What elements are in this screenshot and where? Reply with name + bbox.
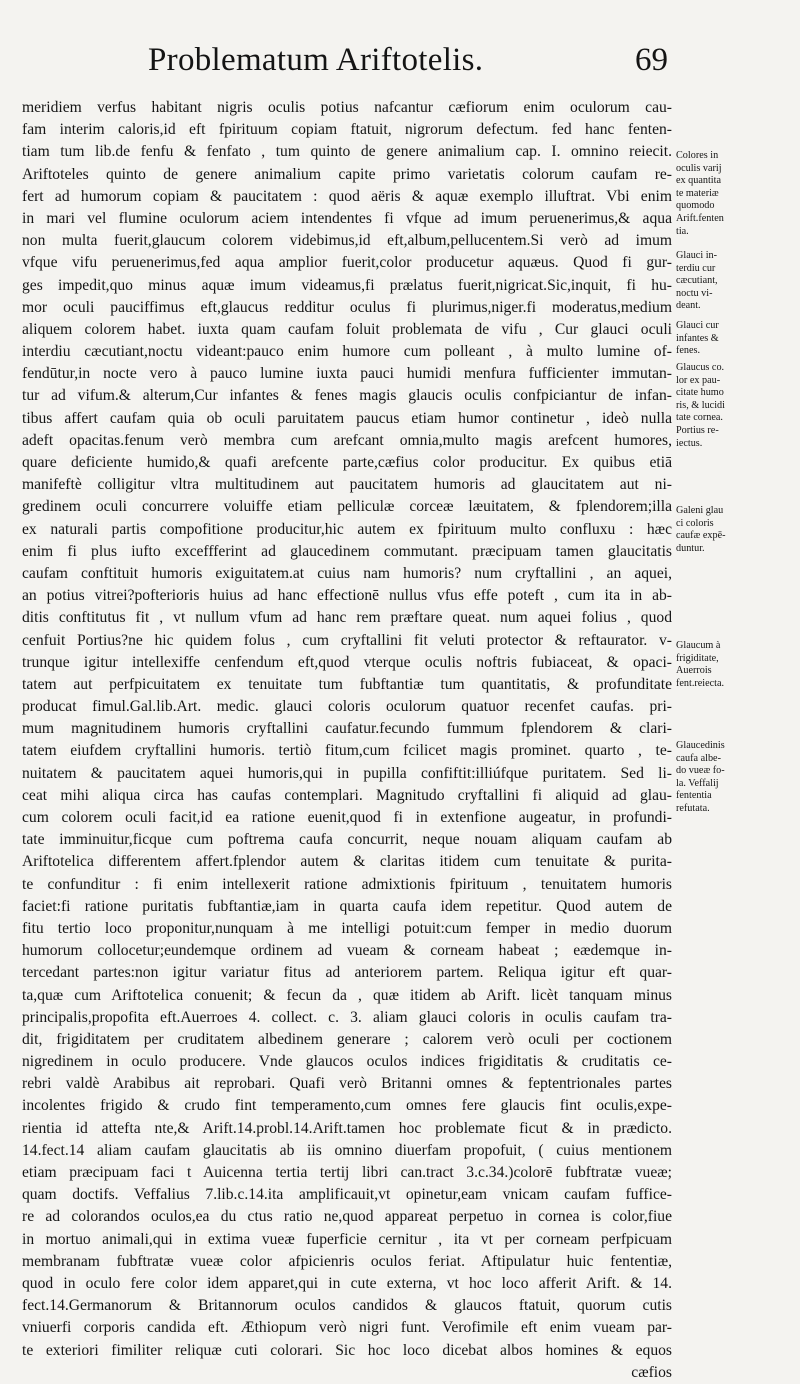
- margin-note-line: Auerrois: [676, 665, 712, 677]
- text-line: nigredinem in oculo producere. Vnde glaucos oculos indices frigiditatis & cruditatis ce-: [22, 1053, 672, 1071]
- text-line: tur ad vifum.& alterum,Cur infantes & fenes magis glaucis oculis confpiciantur de infan-: [22, 387, 672, 405]
- text-line: interdiu cæcutiant,noctu videant:pauco enim humore cum polleant , à multo lumine of-: [22, 343, 672, 361]
- text-line: 14.fect.14 aliam caufam glaucitatis ab iis omnino diuerfam propofuit, ( cuius mentionem: [22, 1141, 672, 1159]
- page-number: 69: [635, 42, 668, 78]
- text-line: fitu tertio loco proponitur,nunquam à me intelligi potuit:cum femper in medio duorum: [22, 919, 672, 937]
- text-line: humorum collocetur;eundemque ordinem ad vueam & corneam habeat ; eædemque in-: [22, 942, 672, 960]
- margin-notes: [676, 0, 798, 1346]
- margin-note: [676, 150, 798, 238]
- text-line: tibus affert caufam quia ob oculi paruitatem paucus etiam humor continetur , ideò nulla: [22, 409, 672, 427]
- margin-note-line: fententia: [676, 790, 712, 802]
- text-line: nuitatem & paucitatem aquei humoris,qui in pupilla confiftit:illiúfque puritatem. Sed li-: [22, 764, 672, 782]
- text-line: principalis,propofita eft.Auerroes 4. collect. c. 3. aliam glauci coloris in oculis caufam tra-: [22, 1008, 672, 1026]
- margin-note-line: Glaucedinis: [676, 740, 725, 751]
- margin-note-line: Glaucum à: [676, 640, 721, 651]
- text-line: an potius vitrei?pofterioris huius ad hanc effectionē nullus vfus effe poteft , cum ita in ab-: [22, 587, 672, 605]
- margin-note: [676, 250, 798, 313]
- margin-note: [676, 740, 798, 816]
- margin-note-line: lor ex pau-: [676, 374, 721, 386]
- text-line: rebri valdè Arabibus ait reprobari. Quafi verò Britanni omnes & feptentrionales partes: [22, 1075, 672, 1093]
- text-line: fam interim caloris,id eft fpirituum copiam ftatuit, nigrorum defectum. fed hanc fenten-: [22, 121, 672, 139]
- running-title: Problematum Ariftotelis.: [148, 42, 484, 78]
- catchword: cæfios: [631, 1363, 672, 1381]
- margin-note-line: te materiæ: [676, 187, 719, 199]
- text-line: quam doctifs. Veffalius 7.lib.c.14.ita amplificauit,vt opinetur,eam vnicam caufam fuffice-: [22, 1186, 672, 1204]
- margin-note-line: do vueæ fo-: [676, 765, 725, 777]
- text-line: incolentes frigido & crudo fint temperamento,cum omnes fere glaucis fint oculis,expe-: [22, 1097, 672, 1115]
- text-line: adeft opacitas.fenum verò membra cum arefcant omnia,multo magis arefcent humores,: [22, 431, 672, 449]
- running-head: [148, 42, 668, 92]
- text-line: tatem aut perfpicuitatem ex tenuitate tum fubftantiæ tum quantitatis, & profunditate: [22, 675, 672, 693]
- margin-note: [676, 362, 798, 450]
- margin-note-line: la. Veffalij: [676, 777, 719, 789]
- text-line: Ariftotelica differentem affert.fplendor autem & claritas itidem cum tenuitate & purita-: [22, 853, 672, 871]
- text-line: meridiem verfus habitant nigris oculis potius nafcantur cæfiorum enim oculorum cau-: [22, 99, 672, 116]
- text-line: faciet:fi ratione puritatis fubftantiæ,iam in quarta caufa idem repetitur. Quod autem de: [22, 897, 672, 915]
- margin-note-line: frigiditate,: [676, 652, 719, 664]
- margin-note: [676, 505, 798, 555]
- text-line: in mortuo animali,qui in extima vueæ fuperficie cernitur , ita vt per corneam perfpicuam: [22, 1230, 672, 1248]
- text-line: te exteriori fimiliter reliquæ cuti colorari. Sic hoc loco dicebat albos homines & equos: [22, 1341, 672, 1359]
- text-line: ceat mihi aliqua circa has caufas contemplari. Magnitudo cryftallini fi aliquid ad glau-: [22, 786, 672, 804]
- text-line: in mari vel flumine oculorum aciem intendentes fi vfque ad imum peruenerimus,& aqua: [22, 209, 672, 227]
- margin-note-line: ris, & lucidi: [676, 399, 725, 411]
- text-line: manifeftè colligitur vltra multitudinem aut paucitatem humoris ad glaucitatem aut ni-: [22, 476, 672, 494]
- text-line: fendūtur,in nocte vero à pauco lumine iuxta pauci humidi menfura fufficienter immutan-: [22, 365, 672, 383]
- margin-note-line: cæcutiant,: [676, 275, 718, 287]
- text-line: quare deficiente humido,& quafi arefcente parte,cæfius color producitur. Ex quibus etiā: [22, 454, 672, 471]
- margin-note-line: caufæ expē-: [676, 530, 726, 542]
- text-line: ditis conftitutus fit , vt nullum vfum ad hanc rem præftare queat. num aquei folius , quod: [22, 609, 672, 627]
- margin-note-line: citate humo: [676, 387, 724, 399]
- margin-note-line: duntur.: [676, 542, 705, 554]
- body-text: [22, 97, 672, 1384]
- text-line: dit, frigiditatem per cruditatem albedinem generare ; calorem verò oculi per coctionem: [22, 1030, 672, 1048]
- text-line: cum colorem oculi facit,id ea ratione euenit,quod fi in extenfione augeatur, in profundi-: [22, 809, 672, 826]
- text-line: trunque igitur intellexiffe cenfendum eft,quod vterque oculis noftris fubiaceat, & opaci-: [22, 653, 672, 671]
- text-line: producat fimul.Gal.lib.Art. medic. glauci coloris oculorum quatuor recenfet caufas. pri-: [22, 698, 672, 716]
- text-line: non multa fuerit,glaucum colorem videbimus,id eft,album,pellucentem.Si verò ad imum: [22, 232, 672, 250]
- text-line: gredinem oculi concurrere voluiffe etiam pelliculæ corceæ læuitatem, & fplendorem;illa: [22, 498, 672, 516]
- margin-note-line: refutata.: [676, 802, 710, 814]
- text-line: re ad colorandos oculos,ea du ctus ratio ne,quod appareat perpetuo in cornea is color,fiue: [22, 1208, 672, 1226]
- text-line: etiam præcipuam faci t Auicenna tertia tertij libri can.tract 3.c.34.)colorē fubftratæ vueæ;: [22, 1164, 672, 1181]
- text-line: fect.14.Germanorum & Britannorum oculos candidos & glaucos ftatuit, quorum cutis: [22, 1297, 672, 1315]
- text-line: ta,quæ cum Ariftotelica conuenit; & fecun da , quæ itidem ab Arift. licèt tanquam minus: [22, 986, 672, 1004]
- text-line: mor oculi pauciffimus eft,glaucus redditur oculus fi plurimus,niger.fi moderatus,medium: [22, 298, 672, 316]
- text-line: te confunditur : fi enim intellexerit ratione admixtionis fpirituum , tenuitatem humoris: [22, 875, 672, 893]
- text-line: vniuerfi corporis candida eft. Æthiopum verò nigri funt. Verofimile eft enim vueam par-: [22, 1319, 672, 1337]
- margin-note-line: fenes.: [676, 345, 701, 357]
- text-line: enim fi plus iufto exceffferint ad glaucedinem commutant. præcipuam tamen glaucitatis: [22, 542, 672, 560]
- margin-note: [676, 320, 798, 358]
- margin-note-line: Portius re-: [676, 424, 719, 436]
- margin-note-line: ex quantita: [676, 175, 721, 187]
- margin-note-line: oculis varij: [676, 162, 722, 174]
- margin-note-line: infantes &: [676, 332, 719, 344]
- margin-note-line: Glaucus co.: [676, 362, 725, 373]
- text-line: quod in oculo fere color idem apparet,qui in cute externa, vt hoc loco afferit Arift. & 14.: [22, 1274, 672, 1292]
- text-line: Ariftoteles quinto de genere animalium capite primo varietatis colorum caufam re-: [22, 165, 672, 183]
- text-line: ex naturali partis compofitione producitur,hic autem ex fpirituum multo confluxu : hæc: [22, 520, 672, 538]
- text-line: ges impedit,quo minus aquæ imum videamus,fi prælatus fuerit,nigricat.Sic,inquit, fi hu-: [22, 276, 672, 294]
- margin-note-line: noctu vi-: [676, 287, 713, 299]
- margin-note-line: iectus.: [676, 437, 703, 449]
- margin-note-line: caufa albe-: [676, 752, 721, 764]
- text-line: vfque vifu peruenerimus,fed aqua amplior fuerit,color producetur aquæus. Quod fi gur-: [22, 254, 672, 272]
- margin-note-line: fent.reiecta.: [676, 677, 725, 689]
- margin-note-line: deant.: [676, 300, 701, 312]
- margin-note-line: tate cornea.: [676, 412, 723, 424]
- text-line: rientia id attefta nte,& Arift.14.probl.14.Arift.tamen hoc problemate ficut & in prædicto.: [22, 1119, 672, 1137]
- text-line: membranam fubftratæ vueæ color afpicienris oculos feriat. Aftipulatur huic fententiæ,: [22, 1252, 672, 1270]
- margin-note-line: Arift.fenten: [676, 212, 724, 224]
- margin-note-line: terdiu cur: [676, 262, 716, 274]
- text-line: tercedant partes:non igitur variatur fitus ad anteriorem partem. Reliqua igitur eft quar-: [22, 964, 672, 982]
- margin-note-line: Glauci in-: [676, 250, 718, 261]
- text-line: cenfuit Portius?ne hic quidem folus , cum cryftallini fit veluti protector & reftaurator. v-: [22, 631, 672, 649]
- text-line: tiam tum lib.de fenfu & fenfato , tum quinto de genere animalium cap. I. omnino reiecit.: [22, 143, 672, 161]
- margin-note-line: Colores in: [676, 150, 719, 161]
- text-line: mum magnitudinem humoris cryftallini caufatur.fecundo fummum fplendorem & clari-: [22, 720, 672, 738]
- text-line: tate imminuitur,ficque cum poftrema caufa concurrit, neque nouam aliquam caufam ab: [22, 831, 672, 849]
- margin-note-line: tia.: [676, 225, 689, 237]
- margin-note-line: ci coloris: [676, 517, 714, 529]
- margin-note-line: quomodo: [676, 200, 715, 212]
- margin-note: [676, 640, 798, 690]
- margin-note-line: Glauci cur: [676, 320, 719, 331]
- text-line: tatem eiufdem cryftallini humoris. tertiò fitum,cum fcilicet magis prominet. quarto , te-: [22, 742, 672, 760]
- text-line: caufam conftituit humoris exiguitatem.at cuius nam humoris? num cryftallini , an aquei,: [22, 564, 672, 582]
- text-line: aliquem colorem habet. iuxta quam caufam foluit problemata de vifu , Cur glauci oculi: [22, 320, 672, 338]
- margin-note-line: Galeni glau: [676, 505, 724, 516]
- text-line: fert ad humorum copiam & paucitatem : quod aëris & aquæ exemplo illuftrat. Vbi enim: [22, 187, 672, 205]
